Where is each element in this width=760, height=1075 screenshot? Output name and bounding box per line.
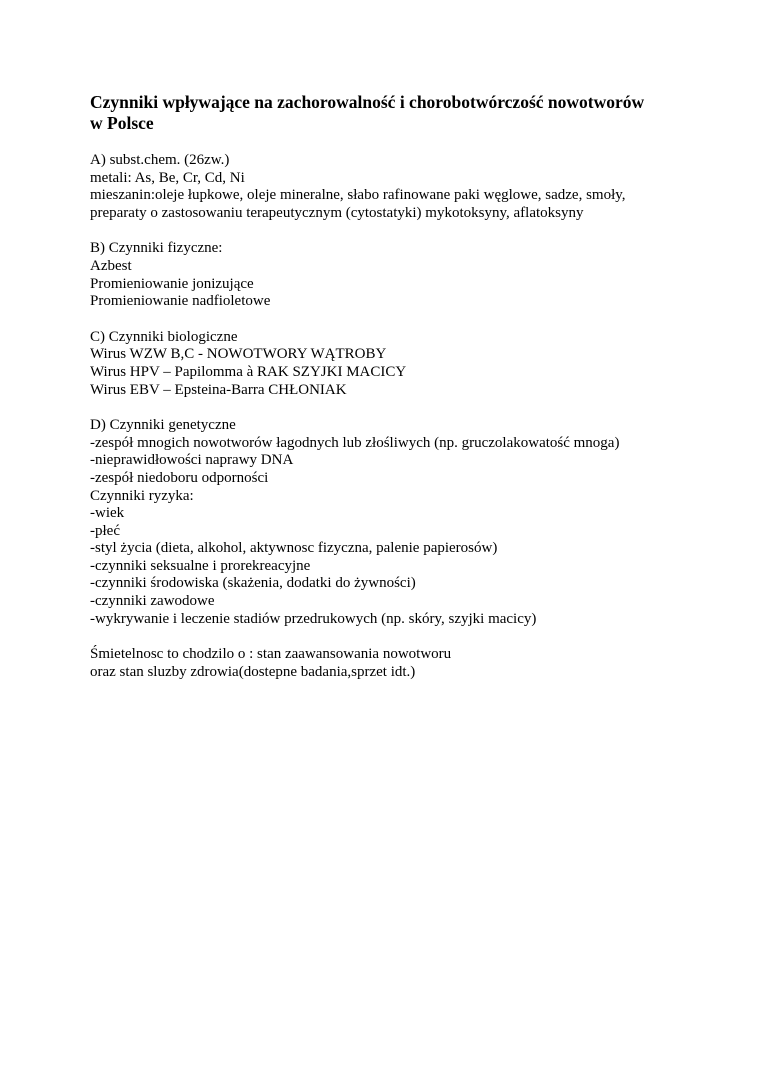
section-line: A) subst.chem. (26zw.) <box>90 152 230 168</box>
section-line: -styl życia (dieta, alkohol, aktywnosc fizyczna, palenie papierosów) <box>90 540 498 557</box>
section-physical <box>90 240 690 310</box>
section-line: preparaty o zastosowaniu terapeutycznym (cytostatyki) mykotoksyny, aflatoksyny <box>90 204 584 221</box>
section-line: metali: As, Be, Cr, Cd, Ni <box>90 169 245 186</box>
section-line: Wirus EBV – Epsteina-Barra CHŁONIAK <box>90 381 347 398</box>
section-line: C) Czynniki biologiczne <box>90 328 238 345</box>
document-content <box>90 92 690 681</box>
section-line: mieszanin:oleje łupkowe, oleje mineralne, słabo rafinowane paki węglowe, sadze, smoły, <box>90 187 626 204</box>
section-line: Azbest <box>90 257 132 274</box>
section-line: B) Czynniki fizyczne: <box>90 240 223 257</box>
section-line: -nieprawidłowości naprawy DNA <box>90 452 294 469</box>
section-line: Czynniki ryzyka: <box>90 487 194 504</box>
section-chemical <box>90 152 690 222</box>
section-line: -czynniki środowiska (skażenia, dodatki do żywności) <box>90 575 416 592</box>
section-line: -wykrywanie i leczenie stadiów przedrukowych (np. skóry, szyjki macicy) <box>90 610 537 627</box>
section-line: -czynniki zawodowe <box>90 593 215 610</box>
section-line: oraz stan sluzby zdrowia(dostepne badania,sprzet idt.) <box>90 663 416 680</box>
section-mortality <box>90 646 690 681</box>
section-line: -zespół mnogich nowotworów łagodnych lub złośliwych (np. gruczolakowatość mnoga) <box>90 434 620 451</box>
section-line: Śmietelnosc to chodzilo o : stan zaawansowania nowotworu <box>90 646 452 663</box>
section-genetic <box>90 417 690 628</box>
section-biological <box>90 329 690 399</box>
section-line: -zespół niedoboru odporności <box>90 469 269 486</box>
section-line: Wirus HPV – Papilomma à RAK SZYJKI MACICY <box>90 363 407 380</box>
section-line: D) Czynniki genetyczne <box>90 417 236 434</box>
section-line: -czynniki seksualne i prorekreacyjne <box>90 557 311 574</box>
section-line: Wirus WZW B,C - NOWOTWORY WĄTROBY <box>90 346 387 363</box>
section-line: Promieniowanie nadfioletowe <box>90 293 271 310</box>
document-title: Czynniki wpływające na zachorowalność i chorobotwórczość nowotworów w Polsce <box>90 92 645 133</box>
section-line: -wiek <box>90 505 125 522</box>
section-line: -płeć <box>90 522 120 539</box>
section-line: Promieniowanie jonizujące <box>90 275 254 292</box>
